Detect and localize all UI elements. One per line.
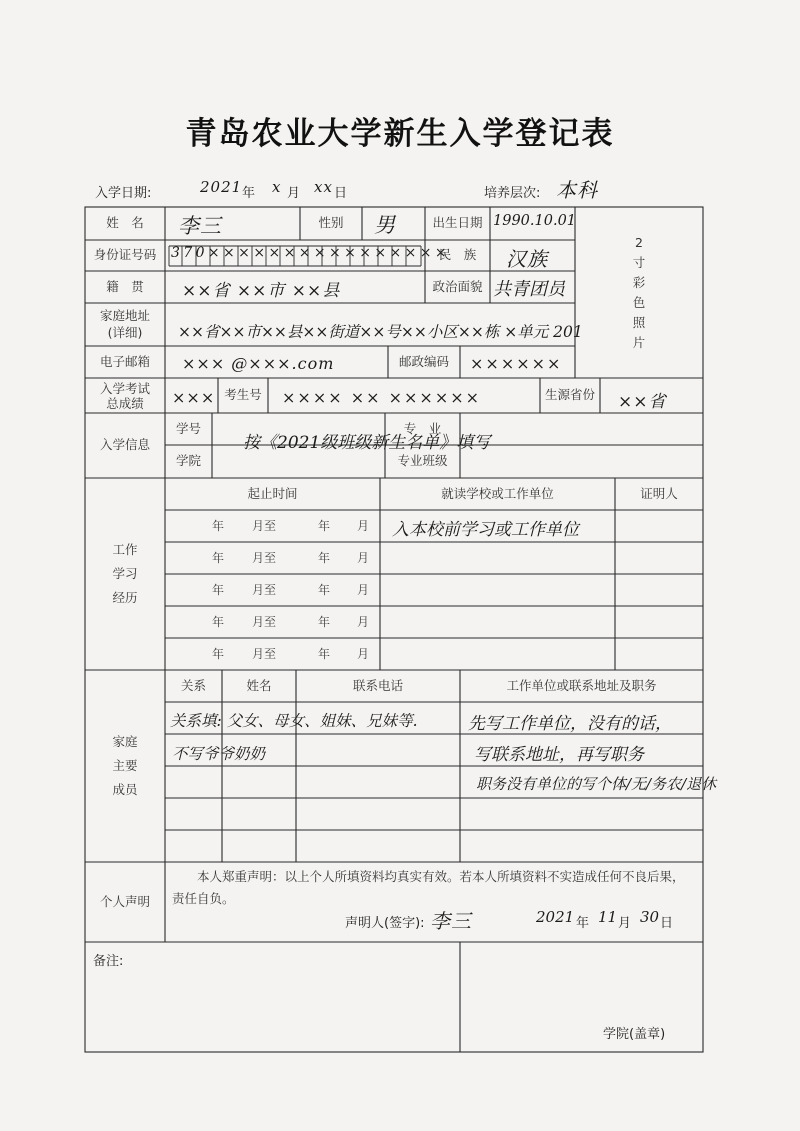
family-note-line2[interactable]: 不写爷爷奶奶 xyxy=(172,745,266,763)
enroll-note[interactable]: 按《2021级班级新生名单》填写 xyxy=(243,433,491,453)
exam-number-label: 考生号 xyxy=(224,387,262,403)
school-unit-header: 就读学校或工作单位 xyxy=(441,485,554,501)
work-history-label: 工作 学习 经历 xyxy=(112,542,138,605)
major-label: 专 业 xyxy=(403,420,442,436)
political-label: 政治面貌 xyxy=(432,278,483,294)
enroll-year-unit: 年 xyxy=(242,186,256,201)
ethnicity-value[interactable]: 汉族 xyxy=(506,247,548,271)
remarks-label: 备注: xyxy=(93,954,124,969)
gender-value[interactable]: 男 xyxy=(374,213,396,237)
exam-number-value[interactable]: ×××× ×× ×××××× xyxy=(282,388,482,407)
enroll-month-unit: 月 xyxy=(287,186,301,201)
exam-score-label: 入学考试 总成绩 xyxy=(99,380,150,411)
family-note-line1[interactable]: 关系填: 父女、母女、姐妹、兄妹等. xyxy=(170,712,418,730)
declaration-day-unit: 日 xyxy=(660,916,674,931)
postcode-value[interactable]: ×××××× xyxy=(470,354,563,373)
family-label: 家庭 主要 成员 xyxy=(112,734,138,797)
birth-label: 出生日期 xyxy=(432,215,483,231)
declaration-year[interactable]: 2021 xyxy=(536,908,575,926)
email-value[interactable]: ××× @×××.com xyxy=(182,354,335,373)
native-place-label: 籍 贯 xyxy=(106,278,144,294)
training-level[interactable]: 本科 xyxy=(556,178,598,202)
page-title: 青岛农业大学新生入学登记表 xyxy=(185,116,615,152)
enroll-year[interactable]: 2021 xyxy=(200,178,243,196)
id-number-label: 身份证号码 xyxy=(93,247,157,263)
photo-label: 2 寸 彩 色 照 片 xyxy=(632,235,646,350)
exam-score-value[interactable]: ××× xyxy=(172,388,216,407)
college-seal-label: 学院(盖章) xyxy=(603,1027,666,1042)
photo-box[interactable] xyxy=(575,207,703,378)
email-label: 电子邮箱 xyxy=(99,353,150,369)
birth-value[interactable]: 1990.10.01 xyxy=(493,213,577,229)
enroll-date-label: 入学日期: xyxy=(95,186,152,201)
witness-header: 证明人 xyxy=(640,485,678,501)
declaration-month[interactable]: 11 xyxy=(598,908,618,926)
work-note[interactable]: 入本校前学习或工作单位 xyxy=(392,520,579,540)
family-note-right3[interactable]: 职务没有单位的写个体/无/务农/退休 xyxy=(476,775,717,793)
address-label: 家庭地址 (详细) xyxy=(99,307,150,340)
id-number-value[interactable]: 370×××××××××××××××× xyxy=(171,245,451,261)
political-value[interactable]: 共青团员 xyxy=(493,279,565,300)
family-name-header: 姓名 xyxy=(246,677,272,693)
address-value[interactable]: ××省××市××县××街道××号××小区××栋 ×单元 201 xyxy=(178,323,583,341)
enroll-info-label: 入学信息 xyxy=(99,437,150,453)
signer-label: 声明人(签字): xyxy=(345,916,425,931)
declaration-label: 个人声明 xyxy=(99,893,150,909)
student-no-label: 学号 xyxy=(175,420,201,436)
declaration-year-unit: 年 xyxy=(576,916,590,931)
enroll-month[interactable]: x xyxy=(272,178,282,196)
name-label: 姓 名 xyxy=(106,215,144,231)
training-level-label: 培养层次: xyxy=(484,186,541,201)
family-note-right2[interactable]: 写联系地址，再写职务 xyxy=(474,745,644,765)
postcode-label: 邮政编码 xyxy=(398,353,449,369)
enroll-day-unit: 日 xyxy=(334,186,348,201)
province-value[interactable]: ××省 xyxy=(618,392,667,412)
province-label: 生源省份 xyxy=(544,387,595,403)
family-note-right1[interactable]: 先写工作单位，没有的话， xyxy=(468,714,672,734)
declaration-month-unit: 月 xyxy=(618,916,632,931)
ethnicity-label: 民 族 xyxy=(438,247,477,263)
relation-header: 关系 xyxy=(180,677,206,693)
native-place-value[interactable]: ××省 ××市 ××县 xyxy=(182,281,341,301)
college-label: 学院 xyxy=(175,453,201,469)
enroll-day[interactable]: xx xyxy=(314,178,333,196)
period-header: 起止时间 xyxy=(247,485,298,501)
work-addr-header: 工作单位或联系地址及职务 xyxy=(506,677,657,693)
declaration-text: 本人郑重声明：以上个人所填资料均真实有效。若本人所填资料不实造成任何不良后果，责任自负。 xyxy=(172,869,685,906)
declaration-day[interactable]: 30 xyxy=(640,908,660,926)
signer-signature[interactable]: 李三 xyxy=(430,909,472,933)
phone-header: 联系电话 xyxy=(352,677,403,693)
gender-label: 性别 xyxy=(318,215,344,231)
name-value[interactable]: 李三 xyxy=(178,214,222,238)
class-label: 专业班级 xyxy=(397,453,448,469)
